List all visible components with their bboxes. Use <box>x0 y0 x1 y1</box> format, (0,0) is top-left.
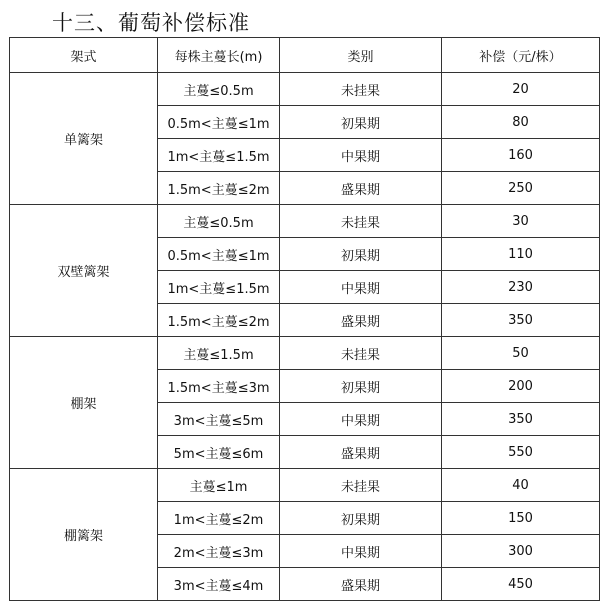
vine-length-cell: 3m<主蔓≤4m <box>158 568 280 601</box>
category-cell: 初果期 <box>280 370 442 403</box>
header-row <box>10 38 600 73</box>
compensation-cell: 550 <box>442 436 600 469</box>
category-cell: 未挂果 <box>280 469 442 502</box>
category-cell: 未挂果 <box>280 337 442 370</box>
header-vine-length: 每株主蔓长(m) <box>158 38 280 73</box>
category-cell: 初果期 <box>280 502 442 535</box>
compensation-cell: 450 <box>442 568 600 601</box>
vine-length-cell: 主蔓≤0.5m <box>158 73 280 106</box>
compensation-cell: 110 <box>442 238 600 271</box>
vine-length-cell: 0.5m<主蔓≤1m <box>158 238 280 271</box>
compensation-cell: 20 <box>442 73 600 106</box>
compensation-cell: 160 <box>442 139 600 172</box>
compensation-cell: 350 <box>442 403 600 436</box>
category-cell: 盛果期 <box>280 568 442 601</box>
vine-length-cell: 1m<主蔓≤2m <box>158 502 280 535</box>
category-cell: 盛果期 <box>280 304 442 337</box>
table-row <box>10 205 600 238</box>
vine-length-cell: 主蔓≤1.5m <box>158 337 280 370</box>
compensation-cell: 300 <box>442 535 600 568</box>
table-header <box>10 38 600 73</box>
vine-length-cell: 1.5m<主蔓≤2m <box>158 304 280 337</box>
compensation-cell: 200 <box>442 370 600 403</box>
category-cell: 未挂果 <box>280 73 442 106</box>
compensation-cell: 80 <box>442 106 600 139</box>
category-cell: 初果期 <box>280 106 442 139</box>
vine-length-cell: 主蔓≤1m <box>158 469 280 502</box>
vine-length-cell: 1.5m<主蔓≤2m <box>158 172 280 205</box>
category-cell: 中果期 <box>280 403 442 436</box>
compensation-cell: 40 <box>442 469 600 502</box>
compensation-cell: 230 <box>442 271 600 304</box>
compensation-cell: 150 <box>442 502 600 535</box>
vine-length-cell: 3m<主蔓≤5m <box>158 403 280 436</box>
category-cell: 中果期 <box>280 139 442 172</box>
frame-type-cell: 双壁篱架 <box>10 205 158 337</box>
header-compensation: 补偿（元/株） <box>442 38 600 73</box>
compensation-cell: 250 <box>442 172 600 205</box>
category-cell: 初果期 <box>280 238 442 271</box>
table-row <box>10 337 600 370</box>
category-cell: 未挂果 <box>280 205 442 238</box>
category-cell: 中果期 <box>280 271 442 304</box>
category-cell: 盛果期 <box>280 436 442 469</box>
vine-length-cell: 2m<主蔓≤3m <box>158 535 280 568</box>
table-body <box>10 73 600 601</box>
vine-length-cell: 1m<主蔓≤1.5m <box>158 271 280 304</box>
vine-length-cell: 主蔓≤0.5m <box>158 205 280 238</box>
frame-type-cell: 棚篱架 <box>10 469 158 601</box>
frame-type-cell: 单篱架 <box>10 73 158 205</box>
vine-length-cell: 1m<主蔓≤1.5m <box>158 139 280 172</box>
frame-type-cell: 棚架 <box>10 337 158 469</box>
page-title: 十三、葡萄补偿标准 <box>52 11 250 35</box>
compensation-table <box>9 37 600 601</box>
header-category: 类别 <box>280 38 442 73</box>
compensation-cell: 350 <box>442 304 600 337</box>
category-cell: 盛果期 <box>280 172 442 205</box>
category-cell: 中果期 <box>280 535 442 568</box>
compensation-cell: 30 <box>442 205 600 238</box>
table-row <box>10 73 600 106</box>
vine-length-cell: 1.5m<主蔓≤3m <box>158 370 280 403</box>
header-frame-type: 架式 <box>10 38 158 73</box>
vine-length-cell: 0.5m<主蔓≤1m <box>158 106 280 139</box>
table-row <box>10 469 600 502</box>
vine-length-cell: 5m<主蔓≤6m <box>158 436 280 469</box>
compensation-cell: 50 <box>442 337 600 370</box>
